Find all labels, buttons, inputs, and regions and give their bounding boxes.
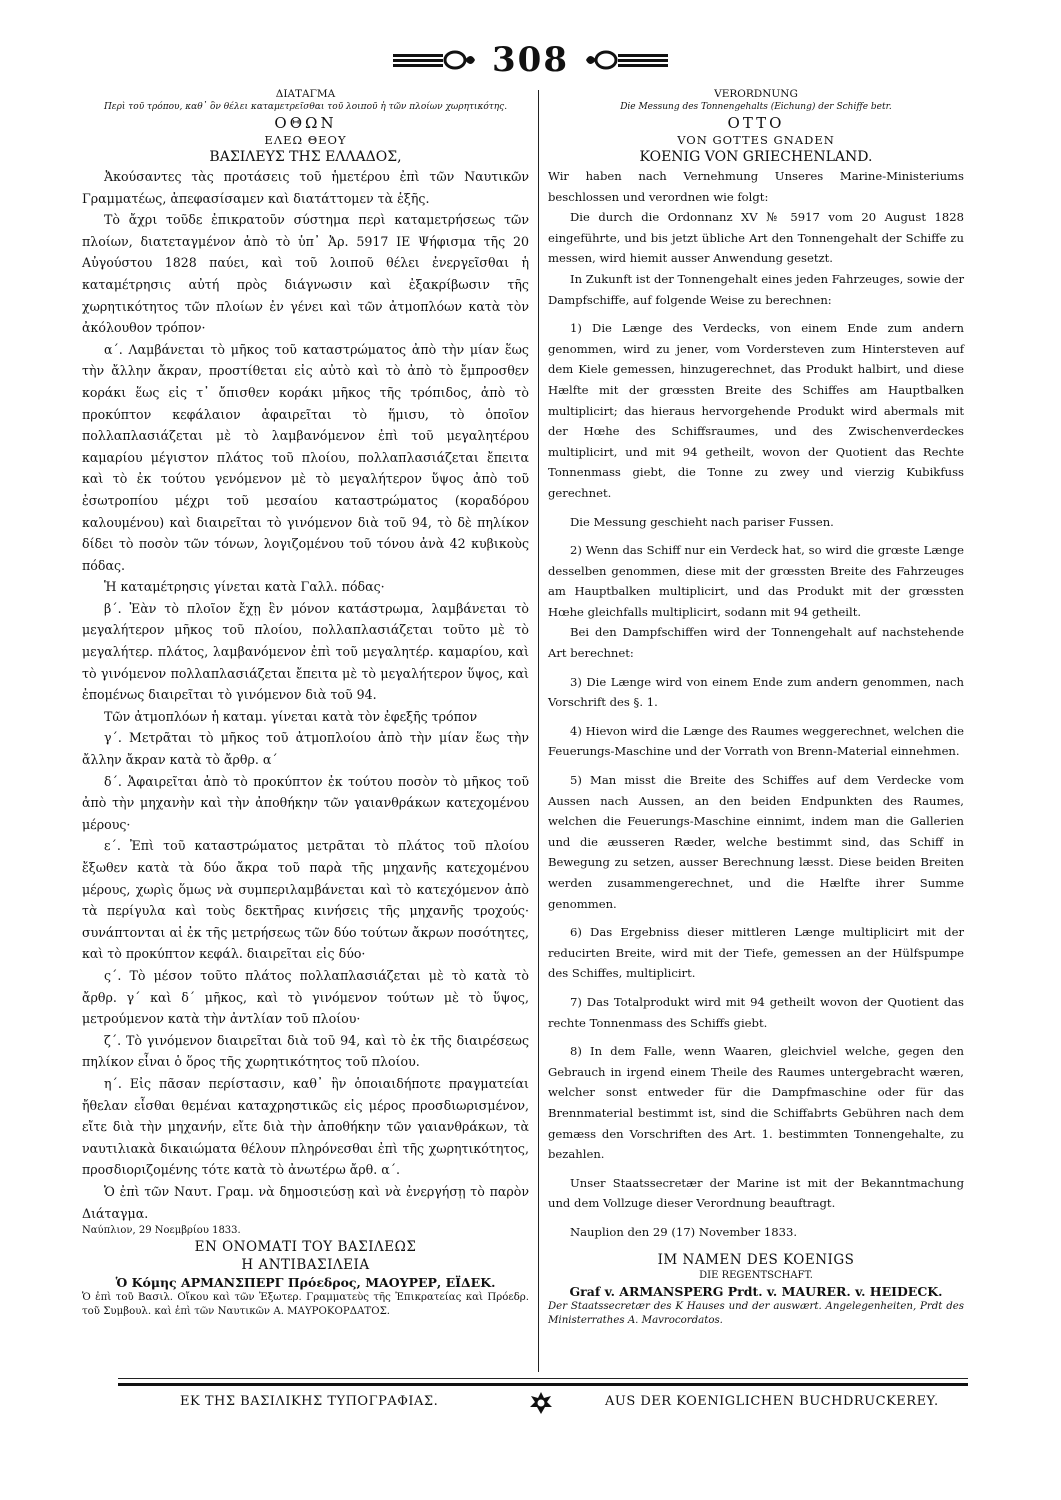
german-paragraph: Die Messung geschieht nach pariser Fussen.	[570, 514, 834, 529]
greek-paragraph: ε΄. Ἐπὶ τοῦ καταστρώματος μετρᾶται τὸ πλάτος τοῦ πλοίου ἔξωθεν κατὰ τὰ δύο ἄκρα τοῦ παρὰ τῆς μηχανῆς κατεχομένου μέρους, χωρὶς ὅμως νὰ συμπεριλαμβάνεται καὶ τὸ κατεχόμενον ἀπὸ τὰ περίγυλα καὶ τοὺς δεκτῆρας κινήσεις τῆς μηχανῆς τροχούς· συνάπτονται αἱ ἐκ τῆς μετρήσεως τῶν δύο τούτων ἄκρων ποσότητες, καὶ τὸ προκύπτον κεφάλ. διαιρεῖται εἰς δύο·	[82, 838, 529, 962]
german-paragraph: 2) Wenn das Schiff nur ein Verdeck hat, so wird die grœste Længe desselben genommen, diese mit der grœssten Breite des Fahrzeuges am Hauptbalken multiplicirt, und das Produkt mit der grœssten Hœhe gleichfalls multiplicirt, sodann mit 94 getheilt.	[548, 543, 964, 619]
german-king-title: KOENIG VON GRIECHENLAND.	[639, 149, 873, 165]
greek-signature-heading: ΕΝ ΟΝΟΜΑΤΙ ΤΟΥ ΒΑΣΙΛΕΩΣ	[194, 1239, 417, 1256]
greek-paragraph: Τὸ ἄχρι τοῦδε ἐπικρατοῦν σύστημα περὶ καταμετρήσεως τῶν πλοίων, διατεταγμένον ἀπὸ τὸ ὑπ᾽ Ἀρ. 5917 ΙΕ Ψήφισμα τῆς 20 Αὐγούστου 1828 παύει, καὶ τοῦ λοιποῦ θέλει ἐνεργεῖσθαι ἡ καταμέτρησις αὐτή πρὸς διάγνωσιν καὶ ἐξακρίβωσιν τῆς χωρητικότητος τῶν πλοίων ἐν γένει καὶ τῶν ἀτμοπλόων κατὰ τὸν ἀκόλουθον τρόπον·	[82, 212, 529, 336]
german-paragraph: 4) Hievon wird die Længe des Raumes weggerechnet, welchen die Feuerungs-Maschine und der Vorrath von Brenn-Material einnehmen.	[548, 723, 964, 759]
german-paragraph: Unser Staatssecretær der Marine ist mit der Bekanntmachung und dem Vollzuge dieser Verordnung beauftragt.	[548, 1175, 964, 1211]
german-king-name: OTTO	[727, 114, 785, 132]
ornament-right-icon	[584, 49, 670, 71]
royal-crest-icon	[528, 1390, 554, 1416]
greek-paragraph: Ἀκούσαντες τὰς προτάσεις τοῦ ἡμετέρου ἐπὶ τῶν Ναυτικῶν Γραμματέως, ἀπεφασίσαμεν καὶ διατάττομεν τὰ ἑξῆς.	[82, 169, 529, 206]
imprint-footer	[140, 1388, 940, 1416]
ornament-left-icon	[391, 49, 477, 71]
greek-date: Ναύπλιον, 29 Νοεμβρίου 1833.	[82, 1225, 241, 1237]
greek-paragraph: δ΄. Ἀφαιρεῖται ἀπὸ τὸ προκύπτον ἐκ τούτου ποσὸν τὸ μῆκος τοῦ ἀπὸ τὴν μηχανὴν καὶ τὴν ἀποθήκην τῶν γαιανθράκων κατεχομένου μέρους·	[82, 773, 529, 832]
greek-paragraph: β΄. Ἐὰν τὸ πλοῖον ἔχῃ ἓν μόνον κατάστρωμα, λαμβάνεται τὸ μεγαλήτερον μῆκος τοῦ πλοίου, πολλαπλασιάζεται τοῦτο μὲ τὸ μεγαλήτερ. πλάτος, λαμβανόμενον ἐπὶ τοῦ μεγαλητέρ. καμαρίου, καὶ τὸ γινόμενον πολλαπλασιάζεται ἔπειτα μὲ τὸ μεγαλήτερον ὕψος, καὶ ἐπομένως διαιρεῖται τὸ γινόμενον διὰ τοῦ 94.	[82, 600, 529, 703]
german-subtitle: Die Messung des Tonnengehalts (Eichung) der Schiffe betr.	[620, 102, 892, 112]
greek-title: ΔΙΑΤΑΓΜΑ	[275, 88, 336, 100]
german-paragraph: 1) Die Længe des Verdecks, von einem Ende zum andern genommen, wird zu jener, vom Vordersteven zum Hintersteven auf dem Kiele gemessen, hinzugerechnet, das Produkt halbirt, und diese Hælfte mit der grœssten Breite des Schiffes am Hauptbalken multiplicirt; das hieraus hervorgehende Produkt wird abermals mit der Hœhe des Schiffsraumes, und des Zwischenverdeckes multiplicirt, und mit 94 getheilt, wovon der Quotient das Rechte Tonnenmass giebt, die Tonne zu zwey und vierzig Kubikfuss gerechnet.	[548, 321, 964, 500]
german-paragraph: Die durch die Ordonnanz XV № 5917 vom 20 August 1828 eingeführte, und bis jetzt übliche Art den Tonnengehalt der Schiffe zu messen, wird hiemit ausser Anwendung gesetzt.	[548, 210, 964, 266]
greek-king-name: ΟΘΩΝ	[274, 114, 337, 132]
greek-paragraph: η΄. Εἰς πᾶσαν περίστασιν, καθ᾽ ἣν ὁποιαιδήποτε πραγματείαι ἤθελαν εἶσθαι θεμέναι καταχρηστικῶς εἰς μέρος προσδιωρισμένον, εἴτε διὰ τὴν μηχανήν, εἴτε διὰ τὴν ἀποθήκην τῶν γαιανθράκων, τὰ ναυτιλιακὰ δικαιώματα θέλουν πληρόνεσθαι ἐπὶ τῆς χωρητικότητος, προσδιοριζομένης τότε κατὰ τὸ ἀνωτέρω ἄρθ. α΄.	[82, 1075, 529, 1178]
german-paragraph: Wir haben nach Vernehmung Unseres Marine-Ministeriums beschlossen und verordnen wie folgt:	[548, 169, 964, 204]
greek-regency: Η ΑΝΤΙΒΑΣΙΛΕΙΑ	[241, 1257, 370, 1274]
greek-column	[82, 88, 529, 1319]
german-imprint: AUS DER KOENIGLICHEN BUCHDRUCKEREY.	[605, 1394, 939, 1409]
greek-subtitle: Περὶ τοῦ τρόπου, καθ᾽ ὃν θέλει καταμετρεῖσθαι τοῦ λοιποῦ ἡ τῶν πλοίων χωρητικότης.	[103, 102, 508, 112]
page-number: 308	[492, 40, 569, 80]
german-paragraph: Bei den Dampfschiffen wird der Tonnengehalt auf nachstehende Art berechnet:	[548, 625, 964, 661]
greek-by-grace: ΕΛΕΩ ΘΕΟΥ	[264, 133, 347, 147]
german-paragraph: 5) Man misst die Breite des Schiffes auf dem Verdecke vom Aussen nach Aussen, an den beiden Endpunkten des Raumes, welchen die Feuerungs-Maschine einnimt, indem man die Gallerien und die æusseren Ræder, welche bestimmt sind, das Schiff in Bewegung zu setzen, ausser Berechnung læsst. Diese beiden Breiten werden zusammengerechnet, und die Hælfte ihrer Summe genommen.	[548, 773, 964, 911]
footer-rule-thin	[118, 1378, 968, 1379]
column-divider	[538, 90, 539, 1372]
greek-paragraph: ς΄. Τὸ μέσον τοῦτο πλάτος πολλαπλασιάζεται μὲ τὸ κατὰ τὸ ἄρθρ. γ΄ καὶ δ΄ μῆκος, καὶ τὸ γινόμενον τούτων μὲ τὸ ὕψος, μετρούμενον κατὰ τὴν ἀντλίαν τοῦ πλοίου·	[82, 967, 529, 1027]
german-by-grace: VON GOTTES GNADEN	[677, 133, 835, 147]
german-signatories: Graf v. ARMANSPERG Prdt. v. MAURER. v. HEIDECK.	[569, 1283, 943, 1299]
footer-rule-thick	[118, 1383, 968, 1386]
greek-paragraph: α΄. Λαμβάνεται τὸ μῆκος τοῦ καταστρώματος ἀπὸ τὴν μίαν ἕως τὴν ἄλλην ἄκραν, προστίθεται εἰς αὐτὸ καὶ τὸ ἀπὸ τὸ ἔμπροσθεν κοράκι ἕως εἰς τ᾽ ὄπισθεν κοράκι μῆκος τῆς τρόπιδος, ἀπὸ τὸ προκύπτον κεφάλαιον ἀφαιρεῖται τὸ ἥμισυ, τὸ ὁποῖον πολλαπλασιάζεται μὲ τὸ λαμβανόμενον ἐπὶ τοῦ μεγαλητέρου καμαρίου μέγιστον πλάτος τοῦ πλοίου, πολλαπλασιάζεται ἔπειτα καὶ τὸ ἐκ τούτου γενόμενον μὲ τὸ μεγαλήτερον ὕψος ἀπὸ τοῦ ἐσωτροπίου μέχρι τοῦ μεσαίου καταστρώματος (κοραδόρου καλουμένου) καὶ διαιρεῖται τὸ γινόμενον διὰ τοῦ 94, τὸ δὲ πηλίκον δίδει τὸ ποσὸν τῶν τόνων, λογιζομένου τοῦ τόνου ἀνὰ 42 κυβικοὺς πόδας.	[82, 341, 529, 573]
greek-secretary: Ὁ ἐπὶ τοῦ Βασιλ. Οἴκου καὶ τῶν Ἐξωτερ. Γραμματεὺς τῆς Ἐπικρατείας καὶ Πρόεδρ. τοῦ Συμβουλ. καὶ ἐπὶ τῶν Ναυτικῶν Α. ΜΑΥΡΟΚΟΡΔΑΤΟΣ.	[82, 1292, 529, 1318]
greek-paragraph: γ΄. Μετρᾶται τὸ μῆκος τοῦ ἀτμοπλοίου ἀπὸ τὴν μίαν ἕως τὴν ἄλλην ἄκραν κατὰ τὸ ἄρθρ. α΄	[82, 730, 529, 768]
greek-paragraph: Ἡ καταμέτρησις γίνεται κατὰ Γαλλ. πόδας·	[104, 579, 385, 595]
german-signature-heading: IM NAMEN DES KOENIGS	[657, 1251, 855, 1268]
german-date: Nauplion den 29 (17) November 1833.	[570, 1224, 798, 1239]
german-paragraph: 6) Das Ergebniss dieser mittleren Længe multiplicirt mit der reducirten Breite, wird mit der Tiefe, gemessen an der Hülfspumpe des Schiffes, multiplicirt.	[548, 925, 964, 981]
german-regency: DIE REGENTSCHAFT.	[699, 1269, 813, 1281]
german-title: VERORDNUNG	[714, 88, 798, 100]
german-paragraph: 7) Das Totalprodukt wird mit 94 getheilt wovon der Quotient das rechte Tonnenmass des Schiffs giebt.	[548, 994, 964, 1030]
greek-paragraph: Τῶν ἀτμοπλόων ἡ καταμ. γίνεται κατὰ τὸν ἐφεξῆς τρόπον	[104, 708, 478, 724]
german-column	[548, 88, 964, 1328]
greek-paragraph: ζ΄. Τὸ γινόμενον διαιρεῖται διὰ τοῦ 94, καὶ τὸ ἐκ τῆς διαιρέσεως πηλίκον εἶναι ὁ ὅρος τῆς χωρητικότητος τοῦ πλοίου.	[82, 1032, 529, 1070]
greek-imprint: ΕΚ ΤΗΣ ΒΑΣΙΛΙΚΗΣ ΤΥΠΟΓΡΑΦΙΑΣ.	[180, 1394, 439, 1409]
german-paragraph: 3) Die Længe wird von einem Ende zum andern genommen, nach Vorschrift des §. 1.	[548, 674, 964, 710]
german-paragraph: 8) In dem Falle, wenn Waaren, gleichviel welche, gegen den Gebrauch in irgend einem Theile des Raumes untergebracht wæren, welcher sonst entweder für die Dampfmaschine oder für das Brennmaterial bestimmt ist, sind die Schiffabrts Gebühren nach dem gemæss den Vorschriften des Art. 1. bestimmten Tonnengehalte, zu bezahlen.	[548, 1044, 964, 1162]
german-paragraph: In Zukunft ist der Tonnengehalt eines jeden Fahrzeuges, sowie der Dampfschiffe, auf folgende Weise zu berechnen:	[548, 271, 964, 307]
page-header	[0, 40, 1061, 80]
greek-king-title: ΒΑΣΙΛΕΥΣ ΤΗΣ ΕΛΛΑΔΟΣ,	[209, 149, 402, 165]
german-secretary: Der Staatssecretær des K Hauses und der auswært. Angelegenheiten, Prdt des Ministerrathes A. Mavrocordatos.	[548, 1300, 964, 1326]
greek-signatories: Ὁ Κόμης ΑΡΜΑΝΣΠΕΡΓ Πρόεδρος, ΜΑΟΥΡΕΡ, ΕΪΔΕΚ.	[115, 1275, 496, 1291]
greek-paragraph: Ὁ ἐπὶ τῶν Ναυτ. Γραμ. νὰ δημοσιεύσῃ καὶ νὰ ἐνεργήσῃ τὸ παρὸν Διάταγμα.	[82, 1183, 529, 1221]
